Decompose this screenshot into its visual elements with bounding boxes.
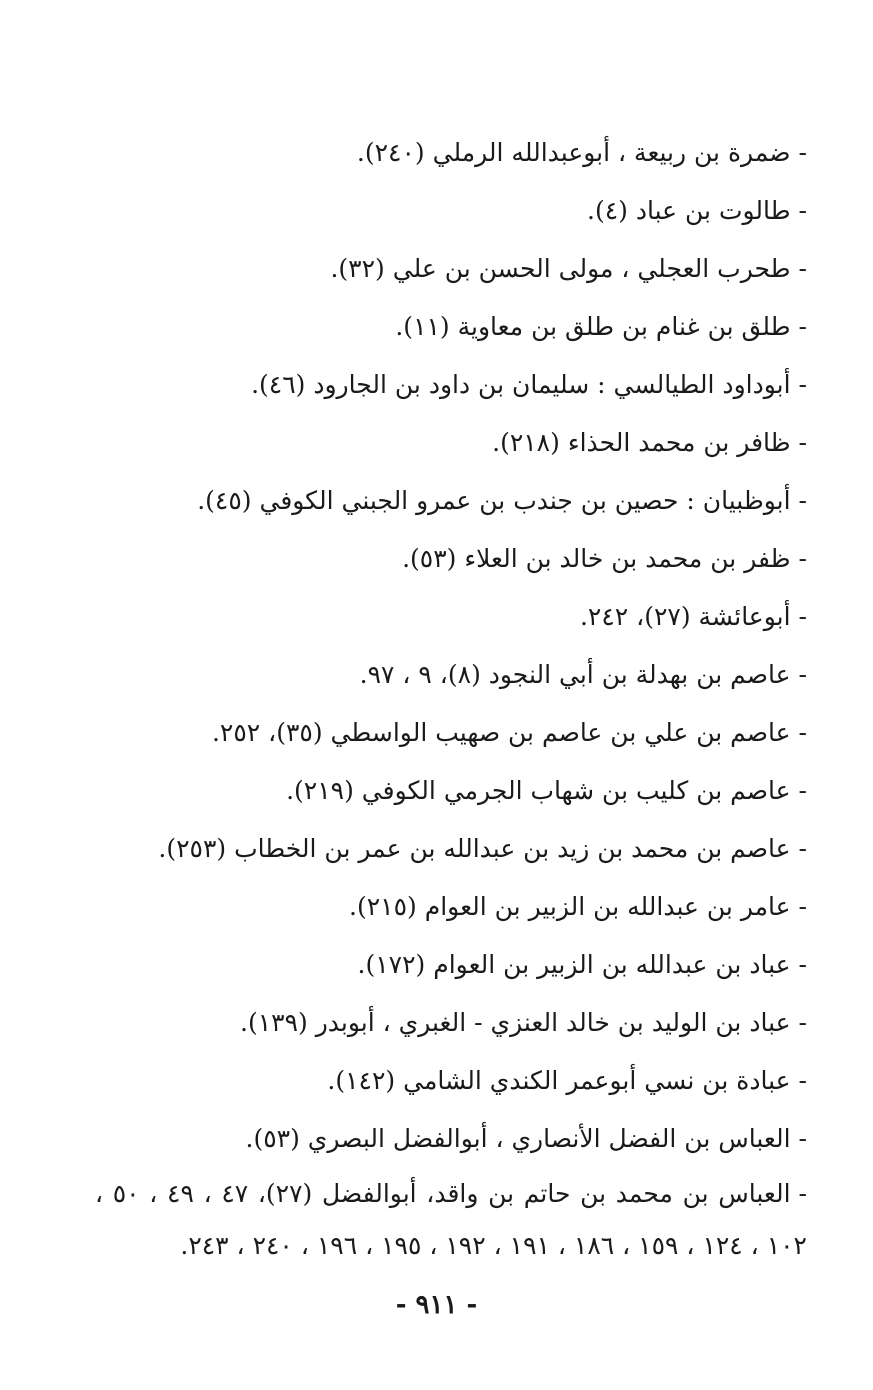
index-entry (77, 820, 807, 878)
entry-dash: - (798, 486, 807, 515)
entry-dash: - (798, 950, 807, 979)
entry-text: عاصم بن علي بن عاصم بن صهيب الواسطي (٣٥)، ٢٥٢. (211, 718, 791, 747)
index-entry (77, 588, 807, 646)
index-entry (77, 182, 807, 240)
entry-dash: - (798, 428, 807, 457)
entry-text: أبوعائشة (٢٧)، ٢٤٢. (579, 602, 791, 631)
entry-text: عاصم بن كليب بن شهاب الجرمي الكوفي (٢١٩). (286, 776, 791, 805)
entry-dash: - (798, 892, 807, 921)
entry-dash: - (798, 254, 807, 283)
entry-text: عاصم بن محمد بن زيد بن عبدالله بن عمر بن الخطاب (٢٥٣). (158, 834, 791, 863)
index-entry (77, 1110, 807, 1168)
entry-text: ظفر بن محمد بن خالد بن العلاء (٥٣). (402, 544, 791, 573)
index-entry (77, 240, 807, 298)
entry-dash: - (798, 660, 807, 689)
entry-dash: - (798, 1066, 807, 1095)
index-entry (77, 936, 807, 994)
entry-text: العباس بن محمد بن حاتم بن واقد، أبوالفضل (٢٧)، ٤٧ ، ٤٩ ، ٥٠ ، ١٠٢ ، ١٢٤ ، ١٥٩ ، ١٨٦ ، ١٩١ ، ١٩٢ ، ١٩٥ ، ١٩٦ ، ٢٤٠ ، ٢٤٣. (95, 1179, 807, 1260)
entry-dash: - (798, 834, 807, 863)
index-entry (95, 1168, 807, 1272)
index-entry (77, 646, 807, 704)
entry-text: العباس بن الفضل الأنصاري ، أبوالفضل البصري (٥٣). (245, 1124, 791, 1153)
index-entry (77, 994, 807, 1052)
entry-dash: - (798, 312, 807, 341)
index-entry (77, 530, 807, 588)
index-entry (77, 414, 807, 472)
index-entry (77, 762, 807, 820)
entry-text: ظافر بن محمد الحذاء (٢١٨). (492, 428, 791, 457)
entry-text: عباد بن الوليد بن خالد العنزي - الغبري ، أبوبدر (١٣٩). (240, 1008, 791, 1037)
entry-text: عامر بن عبدالله بن الزبير بن العوام (٢١٥). (349, 892, 791, 921)
entry-dash: - (798, 370, 807, 399)
entry-dash: - (798, 602, 807, 631)
entry-dash: - (798, 776, 807, 805)
entry-dash: - (798, 196, 807, 225)
index-entry (77, 356, 807, 414)
entry-dash: - (798, 138, 807, 167)
index-entry (77, 298, 807, 356)
index-entry (77, 472, 807, 530)
entry-dash: - (798, 1124, 807, 1153)
entry-text: طالوت بن عباد (٤). (587, 196, 791, 225)
entry-dash: - (798, 1008, 807, 1037)
entry-text: عباد بن عبدالله بن الزبير بن العوام (١٧٢). (357, 950, 791, 979)
entry-text: عبادة بن نسي أبوعمر الكندي الشامي (١٤٢). (327, 1066, 791, 1095)
entry-text: ضمرة بن ربيعة ، أبوعبدالله الرملي (٢٤٠). (356, 138, 791, 167)
entry-text: طحرب العجلي ، مولى الحسن بن علي (٣٢). (330, 254, 791, 283)
index-entry (77, 124, 807, 182)
entry-dash: - (798, 544, 807, 573)
entry-text: عاصم بن بهدلة بن أبي النجود (٨)، ٩ ، ٩٧. (359, 660, 791, 689)
entry-text: أبوداود الطيالسي : سليمان بن داود بن الجارود (٤٦). (251, 370, 791, 399)
entry-dash: - (798, 1179, 807, 1208)
index-entry (77, 1052, 807, 1110)
index-entry (77, 704, 807, 762)
entry-text: طلق بن غنام بن طلق بن معاوية (١١). (395, 312, 791, 341)
index-entry (77, 878, 807, 936)
entry-text: أبوظبيان : حصين بن جندب بن عمرو الجبني الكوفي (٤٥). (197, 486, 791, 515)
entry-dash: - (798, 718, 807, 747)
index-entries-list (77, 124, 807, 1272)
page-number: - ٩١١ - (395, 1290, 478, 1320)
